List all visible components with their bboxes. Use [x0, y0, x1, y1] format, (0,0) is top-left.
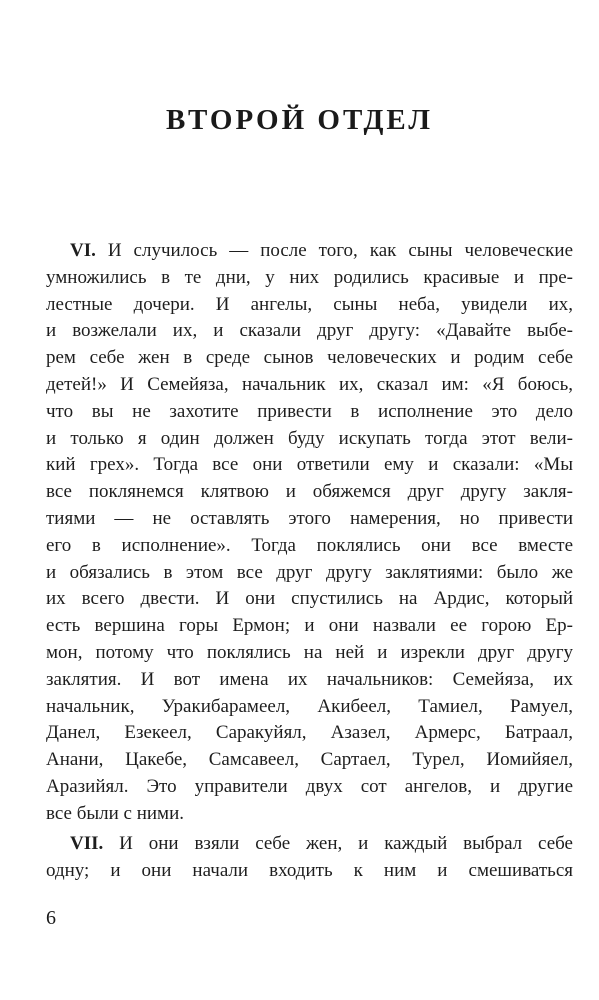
text-line: все поклянемся клятвою и обяжемся друг другу закля-	[46, 481, 573, 503]
section-number: VI.	[70, 240, 96, 261]
text-line: и возжелали их, и сказали друг другу: «Давайте выбе-	[46, 320, 573, 342]
text-line: лестные дочери. И ангелы, сыны неба, увидели их,	[46, 293, 573, 315]
paragraph-section-6	[46, 238, 573, 828]
text-line: все были с ними.	[46, 802, 185, 824]
text-line: детей!» И Семейяза, начальник их, сказал им: «Я боюсь,	[46, 373, 573, 395]
text-line: умножились в те дни, у них родились красивые и пре-	[46, 266, 573, 288]
text-line: начальник, Уракибарамеел, Акибеел, Тамиел, Рамуел,	[46, 695, 573, 717]
text-line: что вы не захотите привести в исполнение это дело	[46, 400, 573, 422]
text-line: рем себе жен в среде сынов человеческих и родим себе	[46, 347, 573, 369]
text-line: VII. И они взяли себе жен, и каждый выбрал себе	[70, 833, 573, 854]
text-line: кий грех». Тогда все они ответили ему и сказали: «Мы	[46, 454, 573, 476]
text-line: заклятия. И вот имена их начальников: Семейяза, их	[46, 668, 573, 690]
text-line: и обязались в этом все друг другу заклятиями: было же	[46, 561, 573, 583]
text-line: их всего двести. И они спустились на Ардис, который	[46, 588, 573, 610]
text-line: VI. И случилось — после того, как сыны человеческие	[70, 240, 573, 261]
chapter-heading: ВТОРОЙ ОТДЕЛ	[166, 104, 433, 136]
text-line: мон, потому что поклялись на ней и изрекли друг другу	[46, 641, 573, 663]
page-number: 6	[46, 907, 56, 929]
text-line: Анани, Цакебе, Самсавеел, Сартаел, Турел, Иомийяел,	[46, 749, 573, 771]
section-number: VII.	[70, 833, 104, 854]
text-line: есть вершина горы Ермон; и они назвали ее горою Ер-	[46, 615, 573, 637]
text-line: Аразийял. Это управители двух сот ангелов, и другие	[46, 775, 573, 797]
text-line: Данел, Езекеел, Саракуйял, Азазел, Армерс, Батраал,	[46, 722, 573, 744]
paragraph-section-7	[46, 831, 573, 885]
text-line: тиями — не оставлять этого намерения, но привести	[46, 507, 573, 529]
text-line: и только я один должен буду искупать тогда этот вели-	[46, 427, 573, 449]
text-line: одну; и они начали входить к ним и смешиваться	[46, 859, 573, 881]
text-line: его в исполнение». Тогда поклялись они все вместе	[46, 534, 573, 556]
